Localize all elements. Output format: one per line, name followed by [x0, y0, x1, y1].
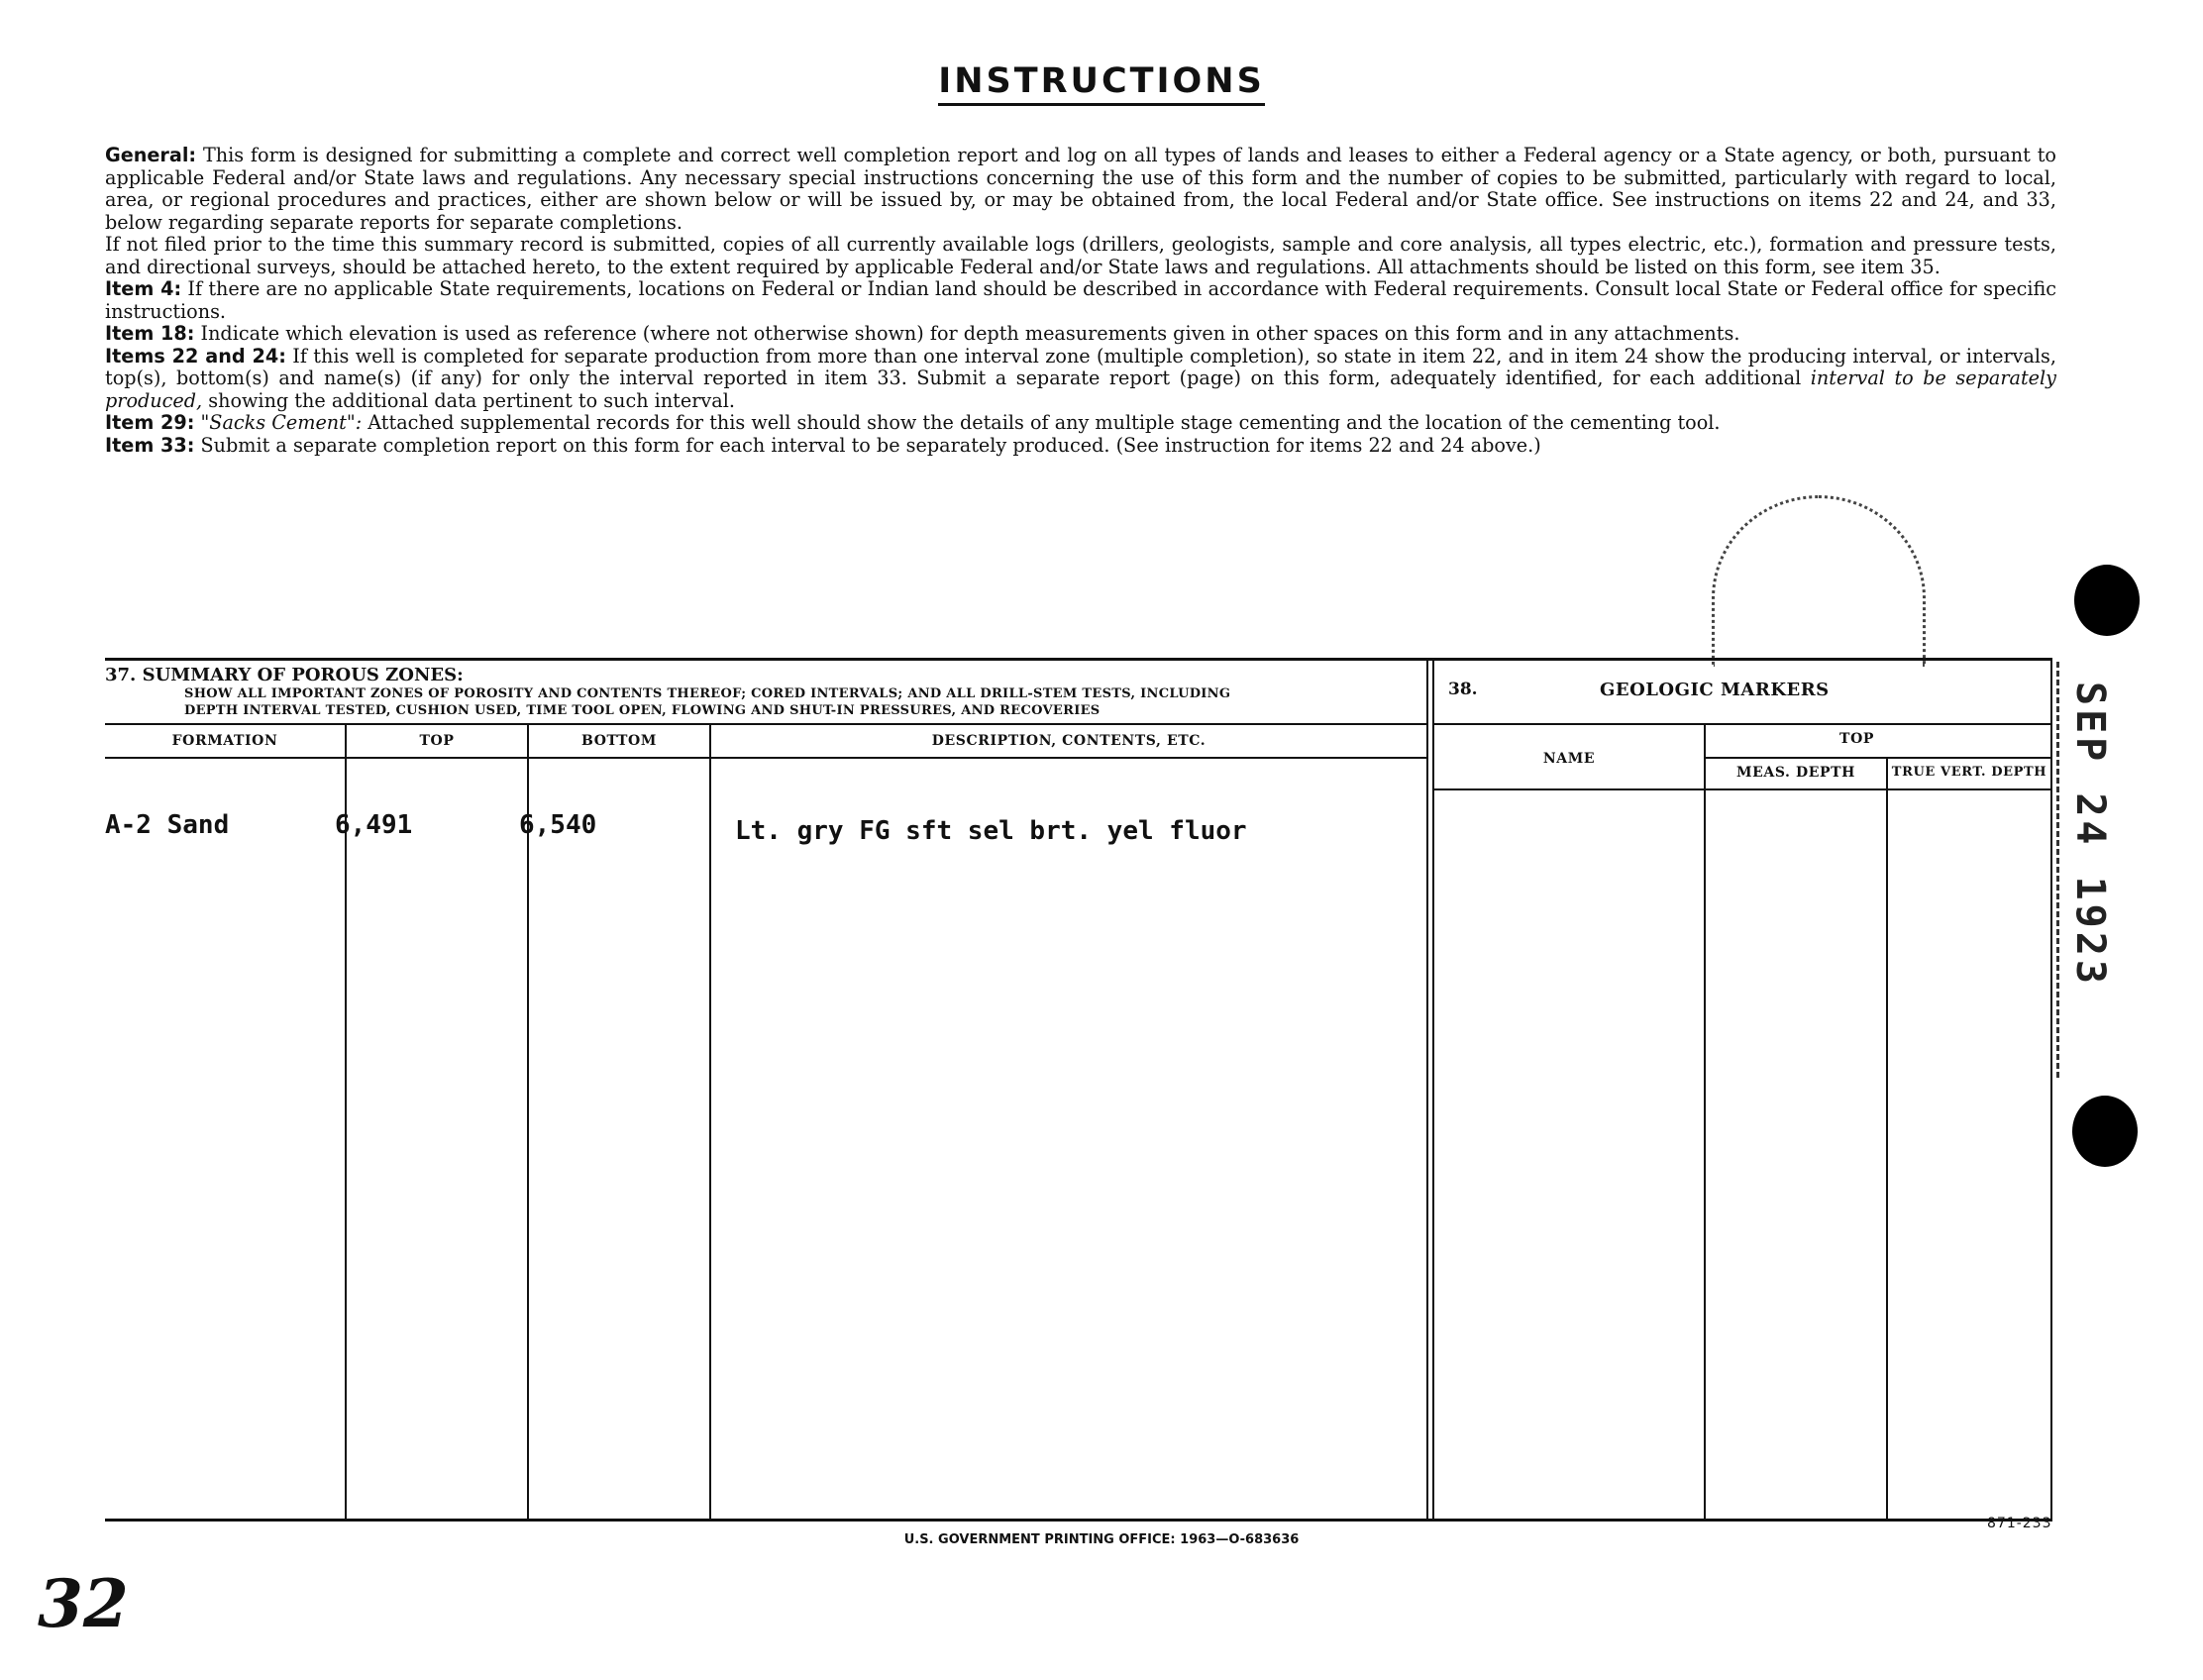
general-text: This form is designed for submitting a complete and correct well completion report and log on all types of lands and leases to either a Federal agency or a State agency, or both, pursuant to applicable Federal and/or State laws and regulations. Any necessary special instructions concerning the use of this form and the number of copies to be submitted, particularly with regard to local, area, or regional procedures and practices, either are shown below or will be issued by, or may be obtained from, the local Federal and/or State office. See instructions on items 22 and 24, and 33, below regarding separate reports for separate completions.	[105, 144, 2056, 234]
items2224-text-b: showing the additional data pertinent to such interval.	[208, 388, 735, 412]
item4-paragraph	[105, 278, 2056, 323]
row1-bottom: 6,540	[519, 810, 597, 840]
received-stamp-oval	[1712, 495, 1926, 667]
row1-top: 6,491	[335, 810, 413, 840]
items2224-text-italic: interval to be separately produced,	[105, 367, 2056, 412]
col-header-top-group-label: TOP	[1839, 731, 1874, 747]
punch-hole-top	[2074, 565, 2140, 636]
table-right-border	[2050, 658, 2052, 1519]
section-divider-b	[1432, 658, 1434, 1519]
section37-subheading-2: DEPTH INTERVAL TESTED, CUSHION USED, TIME TOOL OPEN, FLOWING AND SHUT-IN PRESSURES, AND RECOVERIES	[184, 703, 1101, 718]
instructions-block	[105, 145, 2056, 457]
item33-text: Submit a separate completion report on this form for each interval to be separately produced. (See instruction for items 22 and 24 above.)	[200, 433, 1541, 457]
col-divider-1	[345, 725, 347, 1519]
not-filed-text: If not filed prior to the time this summary record is submitted, copies of all currently available logs (drillers, geologists, sample and core analysis, all types electric, etc.), formation and pressure tests, and directional surveys, should be attached hereto, to the extent required by applicable Federal and/or State laws and regulations. All attachments should be listed on this form, see item 35.	[105, 233, 2056, 278]
col-header-name: NAME	[1542, 751, 1596, 767]
col-divider-3	[709, 725, 711, 1519]
page-title	[0, 61, 2203, 101]
col-header-bottom: BOTTOM	[581, 733, 657, 749]
col-header-top-group	[1706, 731, 2052, 747]
col-divider-2	[527, 725, 529, 1519]
item29-label: Item 29:	[105, 411, 195, 434]
sec38-top-divider	[1706, 757, 2052, 759]
row1-formation: A-2 Sand	[105, 810, 230, 840]
item18-paragraph	[105, 323, 2056, 346]
not-filed-paragraph	[105, 234, 2056, 278]
general-paragraph	[105, 145, 2056, 234]
item33-paragraph	[105, 435, 2056, 458]
form-number: 871-233	[1987, 1516, 2052, 1531]
item29-paragraph	[105, 412, 2056, 435]
item18-label: Item 18:	[105, 322, 195, 345]
col-header-description: DESCRIPTION, CONTENTS, ETC.	[931, 733, 1206, 749]
handwritten-page-number: 32	[38, 1565, 129, 1642]
item33-label: Item 33:	[105, 433, 195, 457]
items2224-text-a: If this well is completed for separate production from more than one interval zone (multiple completion), so state in item 22, and in item 24 show the producing interval, or intervals, top(s), bottom(s) and name(s) (if any) for only the interval reported in item 33. Submit a separate report (page) on this form, adequately identified, for each additional	[105, 344, 2056, 389]
col-divider-4	[1704, 725, 1706, 1519]
row1-description: Lt. gry FG sft sel brt. yel fluor	[735, 816, 1247, 846]
section37-heading: 37. SUMMARY OF POROUS ZONES:	[105, 665, 464, 685]
sec38-colhead-divider	[1434, 788, 2052, 790]
col-header-top: TOP	[419, 733, 455, 749]
general-label: General:	[105, 144, 197, 166]
col-header-formation: FORMATION	[171, 733, 278, 749]
sec37-colhead-divider	[105, 757, 1426, 759]
items2224-paragraph	[105, 346, 2056, 413]
section37-subheading-1: SHOW ALL IMPORTANT ZONES OF POROSITY AND CONTENTS THEREOF; CORED INTERVALS; AND ALL DRILL-STEM TESTS, INCLUDING	[184, 686, 1231, 701]
sec37-header-divider	[105, 723, 1426, 725]
sec38-header-divider	[1434, 723, 2052, 725]
section38-number: 38.	[1448, 680, 1478, 699]
section37-header	[105, 665, 1230, 719]
col-header-true-vert-depth: TRUE VERT. DEPTH	[1891, 765, 2047, 780]
table-top-border	[105, 658, 2052, 661]
item18-text: Indicate which elevation is used as reference (where not otherwise shown) for depth measurements given in other spaces on this form and in any attachments.	[200, 322, 1740, 345]
punch-hole-bottom	[2072, 1096, 2138, 1167]
section38-title: GEOLOGIC MARKERS	[1600, 680, 1830, 700]
col-divider-5	[1886, 757, 1888, 1519]
item4-text: If there are no applicable State requirements, locations on Federal or Indian land should be described in accordance with Federal requirements. Consult local State or Federal office for specific instructions.	[105, 277, 2056, 323]
items2224-label: Items 22 and 24:	[105, 344, 286, 368]
table-bottom-border	[105, 1519, 2052, 1522]
side-date-stamp	[2056, 662, 2121, 1078]
item4-label: Item 4:	[105, 277, 182, 300]
side-stamp-text: SEP 24 1923	[2067, 682, 2113, 988]
printing-office-line: U.S. GOVERNMENT PRINTING OFFICE: 1963—O-683636	[903, 1532, 1300, 1547]
col-header-meas-depth: MEAS. DEPTH	[1736, 765, 1855, 781]
item29-italic: "Sacks Cement":	[200, 411, 363, 434]
item29-text: Attached supplemental records for this well should show the details of any multiple stage cementing and the location of the cementing tool.	[367, 411, 1721, 434]
title-text: INSTRUCTIONS	[938, 61, 1265, 106]
section-divider-a	[1426, 658, 1428, 1519]
